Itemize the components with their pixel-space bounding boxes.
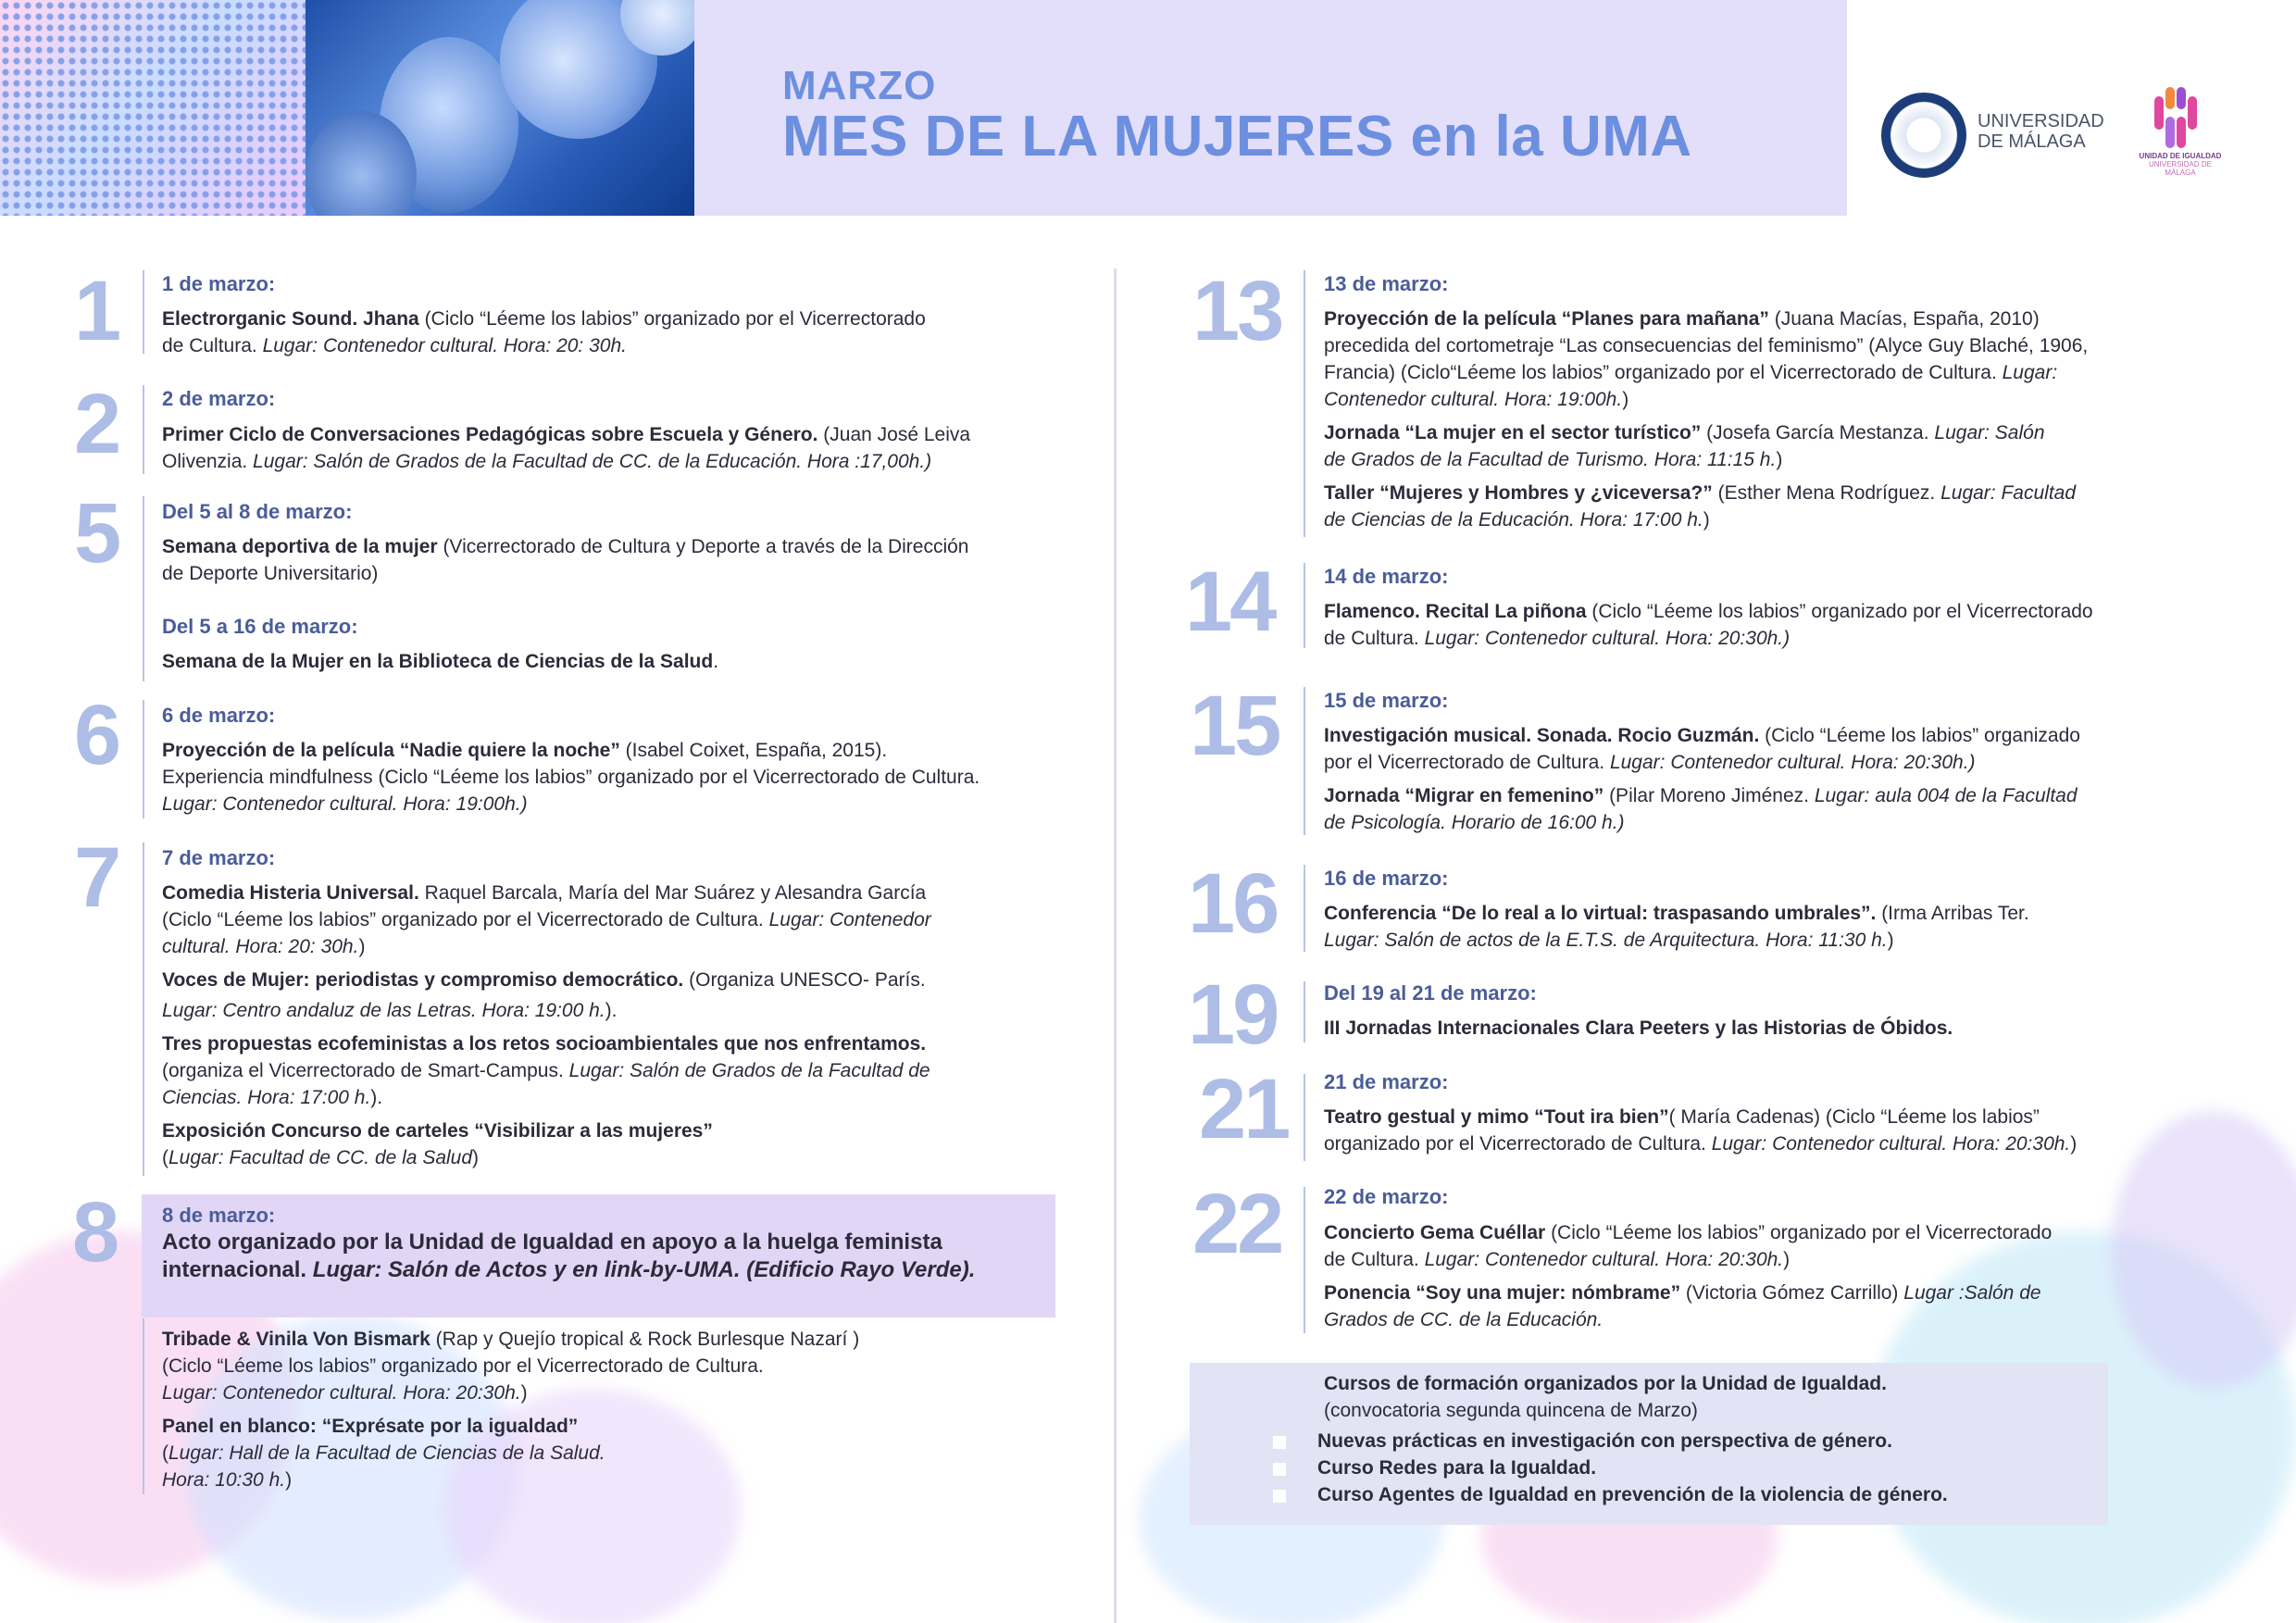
event-detail: ) xyxy=(472,1147,480,1168)
event-venue: Lugar: Facultad de CC. de la Salud xyxy=(168,1147,473,1168)
event-text xyxy=(162,306,926,359)
event-detail: . xyxy=(713,651,719,672)
igualdad-logo-line: UNIVERSIDAD DE MÁLAGA xyxy=(2148,160,2212,177)
day-number: 16 xyxy=(1188,856,1278,951)
event-detail: (Victoria Gómez Carrillo) xyxy=(1680,1282,1904,1304)
event-detail: Raquel Barcala, María del Mar Suárez y Alesandra García xyxy=(418,882,927,904)
event-detail: (Juana Macías, España, 2010) xyxy=(1768,308,2040,330)
event-text xyxy=(1324,900,2029,954)
course-item: Curso Redes para la Igualdad. xyxy=(1317,1457,1597,1479)
event-text xyxy=(1324,598,2093,652)
event-title: Tres propuestas ecofeministas a los retos socioambientales que nos enfrentamos. xyxy=(162,1033,927,1055)
uma-logo-line: UNIVERSIDAD xyxy=(1978,111,2104,131)
event-date: 21 de marzo: xyxy=(1324,1070,1449,1093)
event-detail: ) xyxy=(1887,930,1894,951)
uma-logo-line: DE MÁLAGA xyxy=(1978,131,2086,152)
entry-rule xyxy=(143,385,144,474)
igualdad-logo-line: UNIDAD DE IGUALDAD xyxy=(2139,152,2222,160)
day-number: 22 xyxy=(1192,1177,1282,1271)
event-title: Taller “Mujeres y Hombres y ¿viceversa?” xyxy=(1324,482,1713,504)
event-venue: Lugar: Salón xyxy=(1934,422,2045,443)
day-number: 21 xyxy=(1199,1062,1289,1156)
day-number: 15 xyxy=(1190,679,1279,773)
event-date: 16 de marzo: xyxy=(1324,867,1449,890)
event-date: 22 de marzo: xyxy=(1324,1185,1449,1208)
event-title: Jornada “La mujer en el sector turístico” xyxy=(1324,422,1702,443)
event-venue: Lugar: Contenedor xyxy=(768,909,931,930)
event-title: Flamenco. Recital La piñona xyxy=(1324,601,1587,622)
event-text xyxy=(1324,1104,2077,1157)
event-title: Proyección de la película “Nadie quiere la noche” xyxy=(162,740,620,761)
dotted-pattern-image xyxy=(0,0,306,216)
featured-event-title: internacional. xyxy=(162,1257,313,1282)
event-detail: (Ciclo “Léeme los labios” organizado por el Vicerrectorado de Cultura. xyxy=(162,909,769,930)
event-date: 13 de marzo: xyxy=(1324,272,1449,295)
event-title: Panel en blanco: “Exprésate por la igualdad” xyxy=(162,1416,579,1437)
event-text xyxy=(162,648,718,675)
event-venue: Lugar: Salón de actos de la E.T.S. de Arquitectura. Hora: 11:30 h. xyxy=(1324,930,1888,951)
event-detail: (Josefa García Mestanza. xyxy=(1701,422,1935,443)
entry-rule xyxy=(143,1318,144,1494)
event-title: Voces de Mujer: periodistas y compromiso democrático. xyxy=(162,969,684,991)
event-venue: Lugar: xyxy=(2002,362,2058,383)
event-detail: ) xyxy=(1776,449,1783,470)
entry-rule xyxy=(1304,981,1305,1042)
event-date: Del 5 a 16 de marzo: xyxy=(162,615,358,638)
event-venue: Lugar: Contenedor cultural. Hora: 19:00h.) xyxy=(162,793,528,815)
event-venue: Ciencias. Hora: 17:00 h. xyxy=(162,1087,371,1108)
event-detail: (Ciclo “Léeme los labios” organizado por el Vicerrectorado xyxy=(1586,601,2093,622)
event-detail: (Rap y Quejío tropical & Rock Burlesque Nazarí ) xyxy=(430,1329,860,1350)
event-venue: de Psicología. Horario de 16:00 h.) xyxy=(1324,812,1625,833)
event-date: Del 5 al 8 de marzo: xyxy=(162,500,353,523)
event-detail: ) xyxy=(1783,1249,1791,1270)
event-title: Electrorganic Sound. Jhana xyxy=(162,308,419,330)
event-date: 2 de marzo: xyxy=(162,387,276,410)
entry-rule xyxy=(1304,865,1305,952)
igualdad-logo-text xyxy=(2134,152,2227,177)
entry-rule xyxy=(143,496,144,681)
event-title: Exposición Concurso de carteles “Visibilizar a las mujeres” xyxy=(162,1120,713,1142)
event-date: 14 de marzo: xyxy=(1324,565,1449,588)
event-venue: Lugar: aula 004 de la Facultad xyxy=(1814,785,2078,806)
courses-subtitle: (convocatoria segunda quincena de Marzo) xyxy=(1324,1400,1698,1421)
event-detail: (Ciclo “Léeme los labios” organizado por el Vicerrectorado de Cultura. xyxy=(162,1355,764,1377)
event-venue: Lugar: Centro andaluz de las Letras. Hora: 19:00 h. xyxy=(162,1000,605,1021)
event-detail: de Cultura. xyxy=(1324,1249,1425,1270)
event-detail: (Esther Mena Rodríguez. xyxy=(1712,482,1941,504)
featured-event xyxy=(162,1229,975,1284)
event-detail: (Pilar Moreno Jiménez. xyxy=(1603,785,1815,806)
event-detail: organizado por el Vicerrectorado de Cultura. xyxy=(1324,1133,1712,1155)
event-date: 15 de marzo: xyxy=(1324,689,1449,712)
day-number: 5 xyxy=(74,486,119,581)
event-detail: de Cultura. xyxy=(1324,628,1425,649)
entry-rule xyxy=(1304,563,1305,648)
event-title: Primer Ciclo de Conversaciones Pedagógicas sobre Escuela y Género. xyxy=(162,424,818,445)
header-photo xyxy=(306,0,694,216)
event-venue: Lugar :Salón de xyxy=(1903,1282,2041,1304)
event-venue: Lugar: Contenedor cultural. Hora: 20:30h. xyxy=(1711,1133,2071,1155)
event-title: Ponencia “Soy una mujer: nómbrame” xyxy=(1324,1282,1681,1304)
day-number: 7 xyxy=(74,830,119,925)
event-venue: cultural. Hora: 20: 30h. xyxy=(162,936,359,957)
event-detail: (organiza el Vicerrectorado de Smart-Campus. xyxy=(162,1060,569,1081)
event-text xyxy=(1324,1219,2052,1333)
event-detail: de Cultura. xyxy=(162,335,263,356)
event-detail: ( xyxy=(162,1442,168,1464)
event-venue: Grados de CC. de la Educación. xyxy=(1324,1309,1603,1330)
day-number: 1 xyxy=(74,264,119,358)
entry-rule xyxy=(1304,687,1305,835)
event-detail: precedida del cortometraje “Las consecuencias del feminismo” (Alyce Guy Blaché, 1906, xyxy=(1324,335,2089,356)
day-number: 6 xyxy=(74,688,119,782)
event-detail: ) xyxy=(358,936,366,957)
event-detail: (Organiza UNESCO- París. xyxy=(683,969,926,991)
event-venue: de Ciencias de la Educación. Hora: 17:00 h. xyxy=(1324,509,1703,531)
event-detail: por el Vicerrectorado de Cultura. xyxy=(1324,752,1610,773)
checkbox[interactable] xyxy=(1273,1436,1286,1449)
event-title: Investigación musical. Sonada. Rocio Guzmán. xyxy=(1324,725,1760,746)
uma-seal-logo xyxy=(1881,93,1966,178)
event-venue: Lugar: Contenedor cultural. Hora: 20:30h.) xyxy=(1424,628,1791,649)
event-venue: Lugar: Contenedor cultural. Hora: 20:30h. xyxy=(1424,1249,1784,1270)
checkbox[interactable] xyxy=(1273,1490,1286,1503)
igualdad-logo xyxy=(2134,83,2222,177)
courses-box xyxy=(1190,1363,2108,1525)
event-date: 7 de marzo: xyxy=(162,846,276,869)
event-detail: ( xyxy=(162,1147,168,1168)
event-title: Semana deportiva de la mujer xyxy=(162,536,438,557)
event-date: Del 19 al 21 de marzo: xyxy=(1324,981,1537,1005)
igualdad-logo-mark xyxy=(2154,87,2197,148)
event-detail: ) xyxy=(285,1469,293,1491)
course-item: Curso Agentes de Igualdad en prevención de la violencia de género. xyxy=(1317,1484,1948,1505)
event-detail: Francia) (Ciclo“Léeme los labios” organizado por el Vicerrectorado de Cultura. xyxy=(1324,362,2003,383)
event-title: Semana de la Mujer en la Biblioteca de Ciencias de la Salud xyxy=(162,651,714,672)
event-detail: ) xyxy=(520,1382,528,1404)
event-text xyxy=(162,880,931,1171)
event-title: Concierto Gema Cuéllar xyxy=(1324,1222,1546,1243)
event-detail: ) xyxy=(1622,389,1629,410)
event-detail: ) xyxy=(1703,509,1710,531)
event-detail: ) xyxy=(2070,1133,2078,1155)
day-number: 19 xyxy=(1188,968,1278,1062)
checkbox[interactable] xyxy=(1273,1463,1286,1476)
day-number: 13 xyxy=(1192,264,1282,358)
event-title: Proyección de la película “Planes para mañana” xyxy=(1324,308,1769,330)
entry-rule xyxy=(143,843,144,1176)
event-text xyxy=(162,533,969,587)
event-text xyxy=(1324,306,2088,533)
event-text xyxy=(1324,722,2080,836)
uma-logo-text xyxy=(1978,111,2104,152)
event-title: Conferencia “De lo real a lo virtual: traspasando umbrales”. xyxy=(1324,903,1877,924)
event-title: Teatro gestual y mimo “Tout ira bien” xyxy=(1324,1106,1669,1128)
event-title: Tribade & Vinila Von Bismark xyxy=(162,1329,430,1350)
event-detail: ). xyxy=(605,1000,618,1021)
header xyxy=(0,0,2296,216)
event-detail: ( María Cadenas) (Ciclo “Léeme los labios” xyxy=(1668,1106,2040,1128)
event-text xyxy=(162,1326,859,1493)
event-venue: Hora: 10:30 h. xyxy=(162,1469,286,1491)
event-date: 8 de marzo: xyxy=(162,1204,276,1227)
day-number: 2 xyxy=(74,377,119,471)
event-venue: Lugar: Contenedor cultural. Hora: 20: 30h. xyxy=(262,335,627,356)
event-detail: ). xyxy=(370,1087,383,1108)
entry-rule xyxy=(143,700,144,818)
entry-rule xyxy=(1304,1187,1305,1333)
event-venue: Lugar: Hall de la Facultad de Ciencias de la Salud. xyxy=(168,1442,605,1464)
event-title: Jornada “Migrar en femenino” xyxy=(1324,785,1604,806)
entry-rule xyxy=(1304,270,1305,537)
column-divider xyxy=(1114,268,1117,1623)
event-venue: de Grados de la Facultad de Turismo. Hora: 11:15 h. xyxy=(1324,449,1777,470)
event-detail: (Irma Arribas Ter. xyxy=(1876,903,2029,924)
event-detail: (Ciclo “Léeme los labios” organizado xyxy=(1759,725,2080,746)
event-venue: Lugar: Salón de Grados de la Facultad de xyxy=(568,1060,930,1081)
event-detail: (Isabel Coixet, España, 2015). xyxy=(619,740,888,761)
event-detail: (Ciclo “Léeme los labios” organizado por el Vicerrectorado xyxy=(418,308,926,330)
courses-title: Cursos de formación organizados por la Unidad de Igualdad. xyxy=(1324,1373,1887,1394)
event-detail: (Vicerrectorado de Cultura y Deporte a través de la Dirección xyxy=(437,536,969,557)
day-number: 8 xyxy=(72,1185,118,1280)
event-detail: (Juan José Leiva xyxy=(817,424,971,445)
event-date: 1 de marzo: xyxy=(162,272,276,295)
event-venue: Lugar: Contenedor cultural. Hora: 20:30h. xyxy=(162,1382,521,1404)
event-text xyxy=(162,421,970,475)
course-item: Nuevas prácticas en investigación con perspectiva de género. xyxy=(1317,1430,1892,1452)
event-text xyxy=(1324,1015,1953,1042)
event-detail: Experiencia mindfulness (Ciclo “Léeme los labios” organizado por el Vicerrectorado de Cultura. xyxy=(162,767,980,788)
entry-rule xyxy=(1304,1074,1305,1161)
event-title: III Jornadas Internacionales Clara Peeters y las Historias de Óbidos. xyxy=(1324,1017,1953,1039)
event-detail: (Ciclo “Léeme los labios” organizado por el Vicerrectorado xyxy=(1545,1222,2053,1243)
header-month: MARZO xyxy=(782,63,937,108)
event-venue: Contenedor cultural. Hora: 19:00h. xyxy=(1324,389,1623,410)
event-title: Comedia Histeria Universal. xyxy=(162,882,419,904)
entry-rule xyxy=(143,270,144,354)
day-number: 14 xyxy=(1185,555,1275,649)
event-venue: Lugar: Salón de Actos y en link-by-UMA. (Edificio Rayo Verde). xyxy=(312,1257,976,1282)
event-detail: Olivenzia. xyxy=(162,451,254,472)
event-detail: de Deporte Universitario) xyxy=(162,563,379,584)
event-date: 6 de marzo: xyxy=(162,704,276,727)
event-text xyxy=(162,737,980,818)
page-title: MES DE LA MUJERES en la UMA xyxy=(782,105,1692,169)
event-venue: Lugar: Contenedor cultural. Hora: 20:30h.) xyxy=(1609,752,1976,773)
event-venue: Lugar: Facultad xyxy=(1940,482,2077,504)
featured-event-title: Acto organizado por la Unidad de Igualdad en apoyo a la huelga feminista xyxy=(162,1230,942,1255)
event-venue: Lugar: Salón de Grados de la Facultad de CC. de la Educación. Hora :17,00h.) xyxy=(253,451,932,472)
